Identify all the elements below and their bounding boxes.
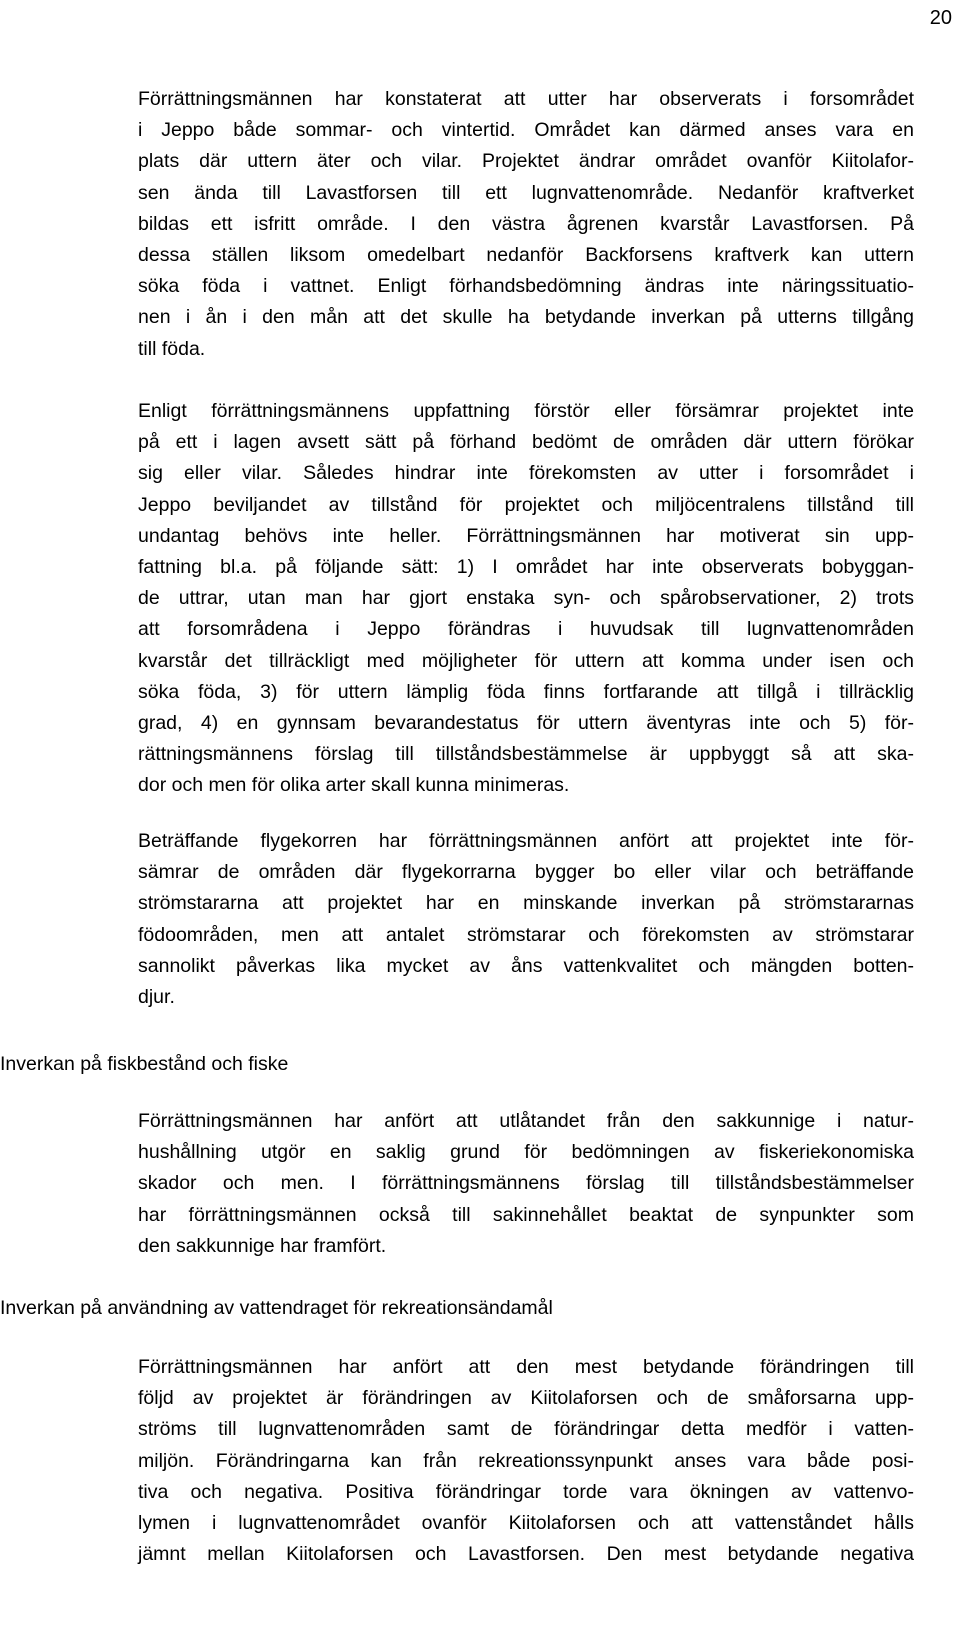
paragraph-otter-observations [138,84,914,365]
text-line: följd av projektet är förändringen av Kiitolaforsen och de småforsarna upp- [138,1387,914,1410]
paragraph-assessment-opinion [138,396,914,801]
text-line: miljön. Förändringarna kan från rekreationssynpunkt anses vara både posi- [138,1449,914,1472]
text-line: på ett i lagen avsett sätt på förhand bedömt de områden där uttern förökar [138,431,914,454]
text-line: till föda. [138,337,206,360]
text-line: fattning bl.a. på följande sätt: 1) I området har inte observerats bobyggan- [138,555,914,578]
text-line: hushållning utgör en saklig grund för bedömningen av fiskeriekonomiska [138,1141,914,1164]
text-line: sannolikt påverkas lika mycket av åns vattenkvalitet och mängden botten- [138,954,914,977]
text-line: skador och men. I förrättningsmännens förslag till tillståndsbestämmelser [138,1172,914,1195]
paragraph-fish-assessment [138,1106,914,1262]
text-line: tiva och negativa. Positiva förändringar torde vara ökningen av vattenvo- [138,1480,914,1503]
text-line: sämrar de områden där flygekorrarna bygger bo eller vilar och beträffande [138,861,914,884]
text-line: söka föda, 3) för uttern lämplig föda finns fortfarande att tillgå i tillräcklig [138,680,914,703]
text-line: födoområden, men att antalet strömstarar och förekomsten av strömstarar [138,923,914,946]
text-line: strömstararna att projektet har en minskande inverkan på strömstararnas [138,892,914,915]
text-line: de uttrar, utan man har gjort enstaka syn- och spårobservationer, 2) trots [138,587,914,610]
text-line: grad, 4) en gynnsam bevarandestatus för uttern äventyras inte och 5) för- [138,711,914,734]
text-line: bildas ett isfritt område. I den västra ågrenen kvarstår Lavastforsen. På [138,212,914,235]
text-line: ströms till lugnvattenområden samt de förändringar detta medför i vatten- [138,1418,914,1441]
text-line: plats där uttern äter och vilar. Projektet ändrar området ovanför Kiitolafor- [138,150,914,173]
text-line: undantag behövs inte heller. Förrättningsmännen har motiverat sin upp- [138,524,914,547]
text-line: har förrättningsmännen också till sakinnehållet beaktat de synpunkter som [138,1203,914,1226]
page-number: 20 [929,7,952,29]
section-heading-recreation: Inverkan på användning av vattendraget för rekreationsändamål [0,1297,553,1319]
section-heading-fish: Inverkan på fiskbestånd och fiske [0,1053,289,1075]
text-line: Beträffande flygekorren har förrättningsmännen anfört att projektet inte för- [138,830,914,852]
text-line: den sakkunnige har framfört. [138,1234,387,1257]
text-line: Förrättningsmännen har anfört att den mest betydande förändringen till [138,1356,914,1378]
text-line: Förrättningsmännen har konstaterat att utter har observerats i forsområdet [138,88,914,110]
text-line: jämnt mellan Kiitolaforsen och Lavastforsen. Den mest betydande negativa [138,1543,914,1566]
text-line: att forsområdena i Jeppo förändras i huvudsak till lugnvattenområden [138,618,914,641]
text-line: i Jeppo både sommar- och vintertid. Området kan därmed anses vara en [138,119,914,142]
text-line: sen ända till Lavastforsen till ett lugnvattenområde. Nedanför kraftverket [138,181,914,204]
text-line: Jeppo beviljandet av tillstånd för projektet och miljöcentralens tillstånd till [138,493,914,516]
text-line: lymen i lugnvattenområdet ovanför Kiitolaforsen och att vattenståndet hålls [138,1511,914,1534]
text-line: dessa ställen liksom omedelbart nedanför Backforsens kraftverk kan uttern [138,243,914,266]
text-line: söka föda i vattnet. Enligt förhandsbedömning ändras inte näringssituatio- [138,275,914,298]
text-line: Förrättningsmännen har anfört att utlåtandet från den sakkunnige i natur- [138,1110,914,1132]
text-line: sig eller vilar. Således hindrar inte förekomsten av utter i forsområdet i [138,462,914,485]
text-line: dor och men för olika arter skall kunna minimeras. [138,774,570,797]
text-line: rättningsmännens förslag till tillståndsbestämmelse är uppbyggt så att ska- [138,743,914,766]
paragraph-flying-squirrel [138,826,914,1013]
text-line: kvarstår det tillräckligt med möjligheter för uttern att komma under isen och [138,649,914,672]
text-line: Enligt förrättningsmännens uppfattning förstör eller försämrar projektet inte [138,400,914,422]
text-line: djur. [138,985,175,1008]
paragraph-recreation-assessment [138,1352,914,1570]
text-line: nen i ån i den mån att det skulle ha betydande inverkan på utterns tillgång [138,306,914,329]
